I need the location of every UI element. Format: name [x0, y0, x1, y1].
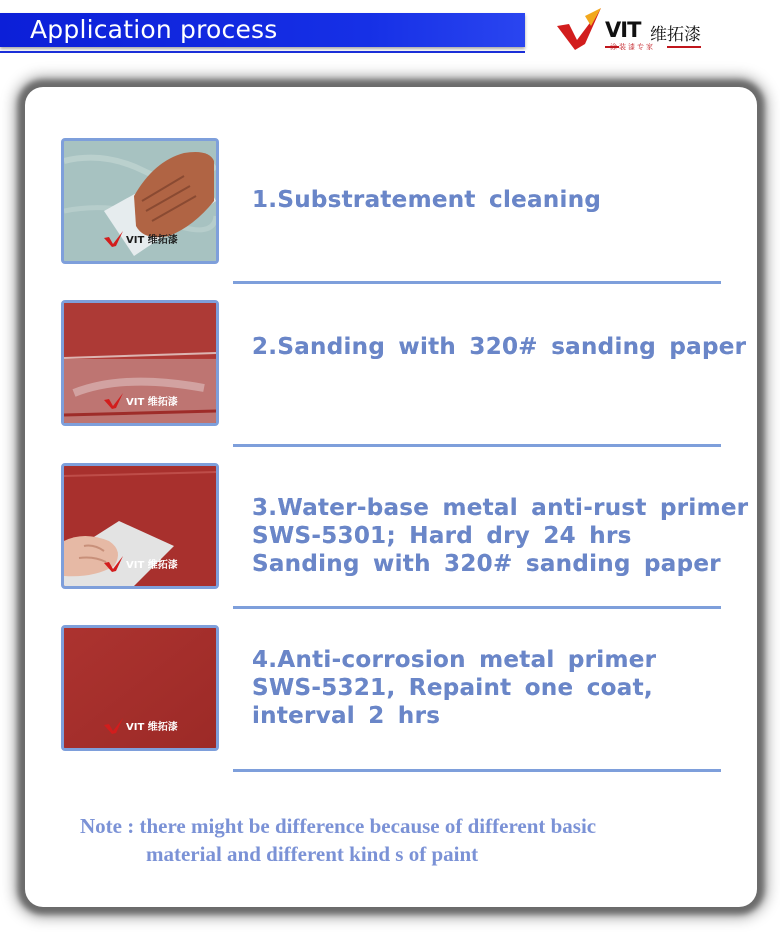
note-text	[80, 812, 740, 868]
watermark-text: VIT 维拓漆	[126, 235, 178, 246]
step-3-image	[61, 463, 219, 589]
note-line-2: material and different kind s of paint	[146, 842, 479, 866]
header-rule	[0, 51, 525, 53]
step-3-line-1: 3.Water-base metal anti-rust primer	[252, 495, 749, 521]
step-4-watermark	[104, 716, 184, 736]
divider-2	[233, 444, 721, 447]
logo-brand: VIT	[605, 18, 641, 42]
page-title: Application process	[30, 15, 278, 44]
step-2-line-1: 2.Sanding with 320# sanding paper	[252, 334, 747, 360]
brand-logo	[555, 4, 715, 54]
watermark-text: VIT 维拓漆	[126, 397, 178, 408]
note-line-1: Note : there might be difference because of different basic	[80, 814, 597, 838]
divider-1	[233, 281, 721, 284]
step-4-line-1: 4.Anti-corrosion metal primer	[252, 647, 657, 673]
checkmark-logo-icon	[555, 4, 605, 54]
divider-4	[233, 769, 721, 772]
step-1-image	[61, 138, 219, 264]
step-4-text	[252, 646, 722, 730]
step-3-line-3: Sanding with 320# sanding paper	[252, 551, 721, 577]
watermark-text: VIT 维拓漆	[126, 560, 178, 571]
step-1-line-1: 1.Substratement cleaning	[252, 187, 602, 213]
step-2-image	[61, 300, 219, 426]
step-3-watermark	[104, 554, 184, 574]
step-3-text	[252, 494, 749, 578]
logo-brand-cn: 维拓漆	[650, 25, 701, 45]
step-3-line-2: SWS-5301; Hard dry 24 hrs	[252, 523, 632, 549]
step-1-text	[252, 186, 722, 214]
logo-line-right	[667, 46, 701, 48]
watermark-text: VIT 维拓漆	[126, 722, 178, 733]
divider-3	[233, 606, 721, 609]
step-2-watermark	[104, 391, 184, 411]
step-1-watermark	[104, 229, 184, 249]
step-4-line-2: SWS-5321, Repaint one coat,	[252, 675, 653, 701]
header-bar	[0, 13, 525, 47]
step-4-image	[61, 625, 219, 751]
step-2-text	[252, 333, 747, 361]
step-4-line-3: interval 2 hrs	[252, 703, 441, 729]
logo-tagline: 涂装漆专家	[610, 43, 655, 51]
